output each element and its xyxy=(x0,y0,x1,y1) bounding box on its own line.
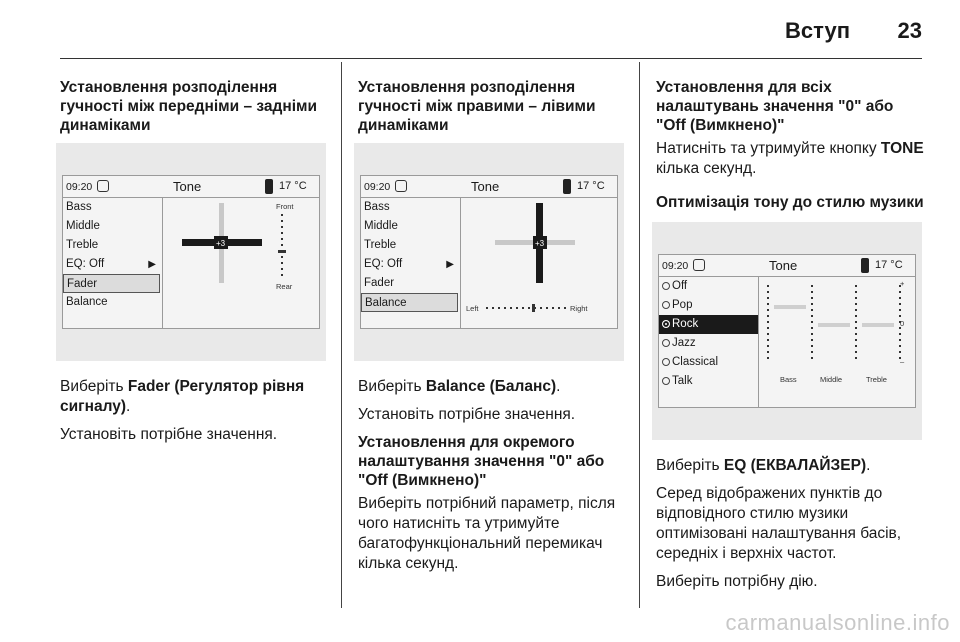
eq-option-classical[interactable] xyxy=(659,353,758,372)
menu-item-balance[interactable]: Balance xyxy=(361,293,458,312)
tone-screen xyxy=(62,175,320,329)
menu-item-eq[interactable] xyxy=(63,255,162,274)
triangle-right-icon: ▶ xyxy=(446,259,454,270)
fader-scale xyxy=(278,214,286,278)
screen-title: Tone xyxy=(173,179,202,194)
menu-item-fader[interactable]: Fader xyxy=(364,277,395,289)
menu-item-middle[interactable]: Middle xyxy=(364,220,398,232)
option-label: Talk xyxy=(672,375,693,387)
text: Виберіть xyxy=(358,378,426,395)
treble-level-bar[interactable] xyxy=(862,323,894,327)
text: Виберіть xyxy=(60,378,128,395)
column-balance xyxy=(358,78,628,582)
balance-value: +3 xyxy=(535,239,545,248)
right-label: Right xyxy=(570,304,588,313)
menu-item-bass[interactable]: Bass xyxy=(66,201,92,213)
screen-title: Tone xyxy=(769,258,798,273)
clock-time: 09:20 xyxy=(662,260,689,272)
instruction: Виберіть потрібний параметр, після чого натисніть та утримуйте багатофункціональний перемикач кілька секунд. xyxy=(358,495,616,572)
menu-item-eq[interactable] xyxy=(361,255,460,274)
thermometer-icon xyxy=(861,258,869,273)
section-heading: Установлення для всіх налаштувань значення "0" або "Off (Вимкнено)" xyxy=(656,79,894,134)
tone-menu xyxy=(63,198,163,328)
column-divider xyxy=(341,62,342,608)
menu-item-bass[interactable]: Bass xyxy=(364,201,390,213)
scale-plus-label: + xyxy=(900,279,905,288)
section-heading: Установлення для окремого налаштування значення "0" або "Off (Вимкнено)" xyxy=(358,434,605,489)
eq-pane xyxy=(760,277,915,407)
rear-label: Rear xyxy=(276,282,293,291)
radio-icon xyxy=(662,282,670,290)
tone-screen xyxy=(360,175,618,329)
balance-graphic xyxy=(462,198,619,329)
clock-icon xyxy=(693,259,705,271)
option-label: Pop xyxy=(672,299,693,311)
option-label: Jazz xyxy=(672,337,696,349)
scale-minus-label: – xyxy=(900,357,905,366)
menu-reference: Balance (Баланс) xyxy=(425,378,557,395)
fader-graphic xyxy=(164,198,321,329)
thermometer-icon xyxy=(563,179,571,194)
scale-zero-label: 0 xyxy=(900,319,905,328)
radio-icon xyxy=(662,339,670,347)
status-bar xyxy=(361,176,617,198)
left-label: Left xyxy=(466,304,479,313)
clock-icon xyxy=(97,180,109,192)
radio-icon xyxy=(662,377,670,385)
section-heading: Установлення розподілення гучності між правими – лівими динаміками xyxy=(358,79,596,134)
option-label: Rock xyxy=(672,318,699,330)
middle-label: Middle xyxy=(820,375,843,384)
fader-value: +3 xyxy=(216,239,226,248)
status-bar xyxy=(63,176,319,198)
instruction xyxy=(358,377,628,397)
button-reference: TONE xyxy=(880,140,924,157)
text: . xyxy=(126,398,131,415)
status-bar xyxy=(659,255,915,277)
instruction: Установіть потрібне значення. xyxy=(60,426,278,443)
menu-reference: EQ (ЕКВАЛАЙЗЕР) xyxy=(723,457,867,474)
menu-item-label: EQ: Off xyxy=(66,258,105,270)
eq-option-talk[interactable] xyxy=(659,372,758,391)
tone-screenshot-eq xyxy=(652,222,922,440)
menu-item-treble[interactable]: Treble xyxy=(364,239,397,251)
menu-item-balance[interactable]: Balance xyxy=(66,296,108,308)
radio-selected-icon xyxy=(662,320,670,328)
middle-level-bar[interactable] xyxy=(818,323,850,327)
instruction: Серед відображених пунктів до відповідного стилю музики оптимізовані налаштування басів, середніх і верхніх частот. xyxy=(656,485,902,562)
option-label: Classical xyxy=(672,356,719,368)
screen-title: Tone xyxy=(471,179,500,194)
eq-option-rock[interactable] xyxy=(659,315,758,334)
watermark: carmanualsonline.info xyxy=(725,610,950,635)
eq-option-off[interactable] xyxy=(659,277,758,296)
balance-pane xyxy=(462,198,617,328)
section-heading: Оптимізація тону до стилю музики xyxy=(656,194,924,211)
column-fader xyxy=(60,78,330,453)
menu-item-middle[interactable]: Middle xyxy=(66,220,100,232)
clock-icon xyxy=(395,180,407,192)
column-divider xyxy=(639,62,640,608)
instruction: Установіть потрібне значення. xyxy=(358,406,576,423)
page-title: Вступ xyxy=(785,18,850,43)
treble-label: Treble xyxy=(866,375,887,384)
text: Натисніть та утримуйте кнопку xyxy=(656,140,881,157)
text: . xyxy=(556,378,561,395)
tone-screen xyxy=(658,254,916,408)
tone-menu xyxy=(361,198,461,328)
menu-item-label: EQ: Off xyxy=(364,258,403,270)
clock-time: 09:20 xyxy=(66,181,93,193)
balance-scale xyxy=(486,304,566,312)
tone-screenshot-fader xyxy=(56,143,326,361)
eq-option-jazz[interactable] xyxy=(659,334,758,353)
instruction xyxy=(60,377,330,417)
fader-pane xyxy=(164,198,319,328)
column-eq xyxy=(656,78,926,600)
tone-screenshot-balance xyxy=(354,143,624,361)
temperature: 17 °C xyxy=(875,259,903,271)
clock-time: 09:20 xyxy=(364,181,391,193)
triangle-right-icon: ▶ xyxy=(148,259,156,270)
header-rule xyxy=(60,58,922,59)
thermometer-icon xyxy=(265,179,273,194)
section-heading: Установлення розподілення гучності між передніми – задніми динаміками xyxy=(60,79,318,134)
instruction: Виберіть потрібну дію. xyxy=(656,573,818,590)
radio-icon xyxy=(662,358,670,366)
eq-option-pop[interactable] xyxy=(659,296,758,315)
page-number: 23 xyxy=(897,18,922,43)
temperature: 17 °C xyxy=(577,180,605,192)
text: Виберіть xyxy=(656,457,724,474)
instruction xyxy=(656,139,926,179)
radio-icon xyxy=(662,301,670,309)
eq-menu xyxy=(659,277,759,407)
bass-label: Bass xyxy=(780,375,797,384)
menu-item-fader[interactable]: Fader xyxy=(63,274,160,293)
text: кілька секунд. xyxy=(656,160,757,177)
bass-level-bar[interactable] xyxy=(774,305,806,309)
instruction xyxy=(656,456,926,476)
page-header xyxy=(0,0,960,60)
menu-reference: Fader (Регулятор рівня сигналу) xyxy=(60,378,305,415)
eq-graphic xyxy=(760,277,917,408)
option-label: Off xyxy=(672,280,688,292)
text: . xyxy=(866,457,871,474)
front-label: Front xyxy=(276,202,294,211)
temperature: 17 °C xyxy=(279,180,307,192)
menu-item-treble[interactable]: Treble xyxy=(66,239,99,251)
